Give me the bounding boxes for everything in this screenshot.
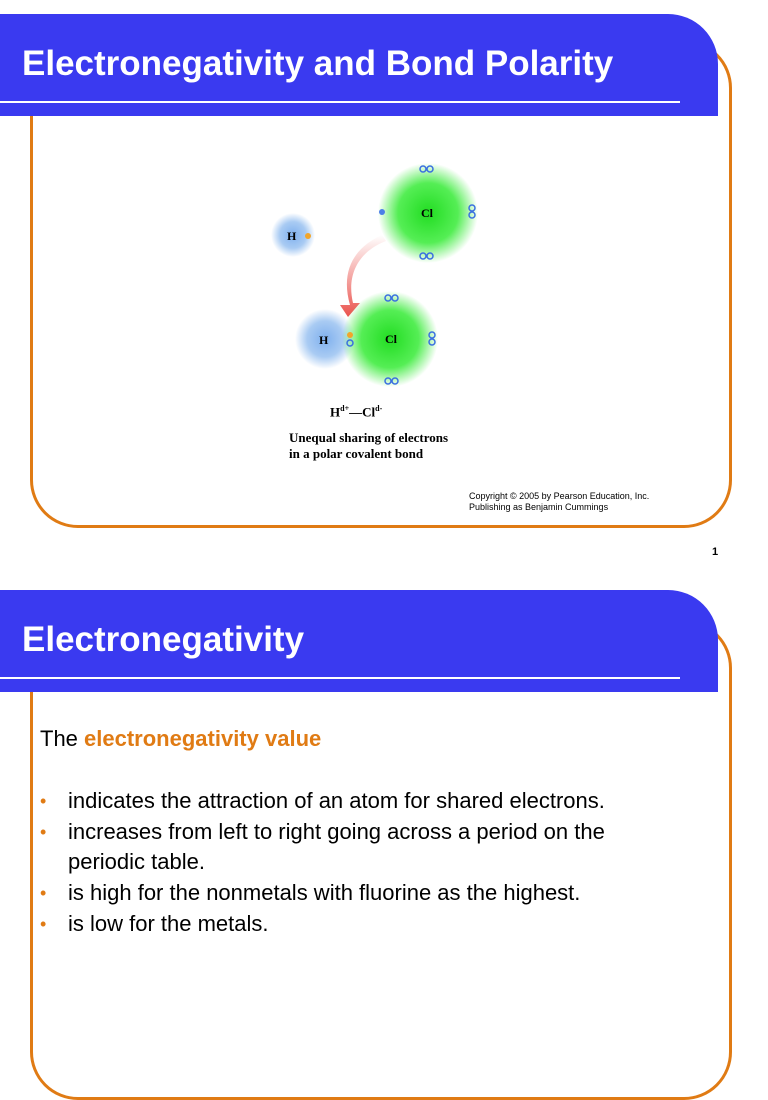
slide-title: Electronegativity and Bond Polarity [22,44,614,83]
bullet-icon: • [40,914,47,934]
title-underline [0,101,680,103]
intro-line [40,726,321,752]
bullet-text: indicates the attraction of an atom for shared electrons. [68,788,605,813]
caption-line-2: in a polar covalent bond [289,446,424,461]
h-label-top: H [287,229,297,243]
bullet-text: increases from left to right going across a period on the periodic table. [68,819,605,874]
title-bar [0,590,718,692]
intro-highlight: electronegativity value [84,726,322,751]
title-bar [0,14,718,116]
list-item [40,909,650,939]
polar-formula [330,404,382,420]
bullet-list [40,786,650,940]
page-number: 1 [712,546,719,558]
formula-cl: Cl [362,404,376,420]
polar-bond-figure [260,155,500,475]
formula-h-charge: d+ [340,404,350,413]
h-label-bottom: H [319,333,329,347]
bullet-icon: • [40,791,47,811]
formula-cl-charge: d- [375,404,383,413]
bullet-icon: • [40,883,47,903]
cl-label-bottom: Cl [385,332,397,346]
bullet-icon: • [40,822,47,842]
slide-title: Electronegativity [22,620,305,659]
list-item [40,878,650,908]
slide-2 [0,580,768,1024]
title-underline [0,677,680,679]
copyright-line-1: Copyright © 2005 by Pearson Education, Inc. [469,491,650,501]
formula-h: H [330,404,341,420]
copyright-line-2: Publishing as Benjamin Cummings [469,502,609,512]
cl-label-top: Cl [421,206,433,220]
intro-prefix: The [40,726,85,751]
bullet-text: is high for the nonmetals with fluorine as the highest. [68,880,581,905]
caption-line-1: Unequal sharing of electrons [289,430,449,445]
list-item [40,786,650,816]
figure-caption [289,430,448,462]
bullet-text: is low for the metals. [68,911,269,936]
copyright-notice [469,491,649,513]
list-item [40,817,650,877]
formula-bond: — [349,404,363,420]
